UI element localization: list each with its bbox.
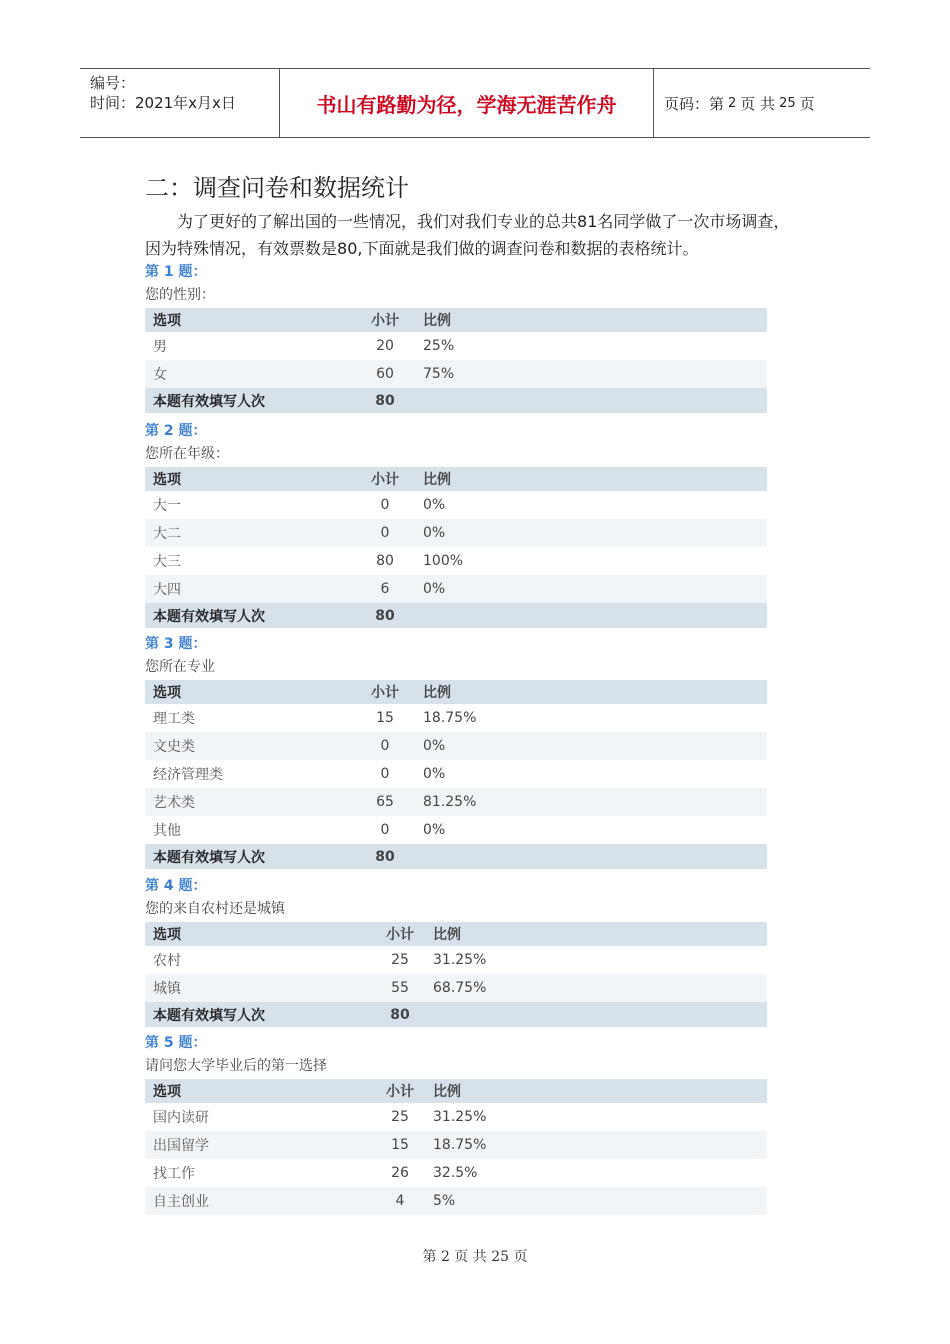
option-cell: 大二	[145, 519, 355, 547]
table-row	[145, 360, 767, 388]
column-header-option: 选项	[145, 467, 355, 491]
question-text: 您所在年级：	[145, 446, 229, 462]
option-cell: 国内读研	[153, 1110, 209, 1126]
ratio-cell: 75%	[415, 360, 767, 388]
total-label: 本题有效填写人次	[145, 1002, 375, 1027]
ratio-cell: 0%	[423, 497, 446, 513]
option-cell: 找工作	[153, 1166, 195, 1182]
results-table	[145, 922, 767, 1027]
total-value: 80	[355, 603, 415, 628]
ratio-cell: 5%	[425, 1187, 767, 1215]
intro-number-2: 80,	[337, 239, 363, 258]
intro-text-2: 名同学做了一次市场调查，因为特殊情况，有效票数是	[145, 212, 790, 258]
column-header-option: 选项	[145, 680, 355, 704]
option-cell: 男	[153, 339, 167, 355]
total-empty	[425, 1002, 767, 1027]
option-cell: 自主创业	[145, 1187, 375, 1215]
table-row	[145, 1159, 767, 1187]
question-block	[145, 1033, 767, 1215]
ratio-cell: 0%	[423, 822, 446, 838]
ratio-cell: 31.25%	[433, 952, 487, 968]
total-value: 80	[355, 388, 415, 413]
ratio-cell: 25%	[423, 338, 455, 354]
ratio-cell: 68.75%	[425, 974, 767, 1002]
number-label: 编号：	[90, 74, 136, 92]
total-value: 80	[355, 844, 415, 869]
option-cell: 出国留学	[145, 1131, 375, 1159]
count-cell: 6	[355, 575, 415, 603]
option-cell: 大四	[145, 575, 355, 603]
table-header-row	[145, 1079, 767, 1103]
page-footer: 第 2 页 共 25 页	[422, 1249, 528, 1265]
option-cell: 其他	[153, 823, 181, 839]
page-suffix: 页	[799, 94, 815, 113]
page-total: 25	[779, 95, 796, 111]
ratio-cell: 32.5%	[433, 1165, 478, 1181]
table-row	[145, 704, 767, 732]
page-prefix: 页码：第	[664, 94, 725, 113]
option-cell: 农村	[153, 953, 181, 969]
table-header-row	[145, 308, 767, 332]
question-label: 第 3 题：	[145, 636, 207, 652]
ratio-cell: 18.75%	[423, 710, 477, 726]
question-text: 请问您大学毕业后的第一选择	[145, 1058, 327, 1074]
total-label: 本题有效填写人次	[145, 388, 355, 413]
page-header	[80, 68, 870, 138]
table-row	[145, 1187, 767, 1215]
count-cell: 20	[376, 338, 394, 354]
column-header-count: 小计	[355, 680, 415, 704]
total-empty	[415, 603, 767, 628]
header-motto: 书山有路勤为径，学海无涯苦作舟	[280, 69, 654, 137]
column-header-ratio: 比例	[415, 308, 767, 332]
table-total-row	[145, 603, 767, 628]
count-cell: 80	[376, 553, 394, 569]
column-header-ratio: 比例	[425, 922, 767, 946]
total-value: 80	[375, 1002, 425, 1027]
question-label: 第 2 题：	[145, 423, 207, 439]
total-label: 本题有效填写人次	[145, 603, 355, 628]
results-table	[145, 1079, 767, 1215]
option-cell: 大一	[153, 498, 181, 514]
table-row	[145, 760, 767, 788]
total-label: 本题有效填写人次	[145, 844, 355, 869]
count-cell: 26	[391, 1165, 409, 1181]
header-page-info	[654, 69, 870, 137]
question-text: 您所在专业	[145, 659, 215, 675]
table-row	[145, 1103, 767, 1131]
page-mid: 页 共	[740, 94, 776, 113]
question-label: 第 4 题：	[145, 878, 207, 894]
results-table	[145, 680, 767, 869]
ratio-cell: 31.25%	[433, 1109, 487, 1125]
ratio-cell: 0%	[415, 732, 767, 760]
results-table	[145, 308, 767, 413]
table-row	[145, 332, 767, 360]
question-block	[145, 421, 767, 628]
table-header-row	[145, 922, 767, 946]
column-header-count: 小计	[375, 922, 425, 946]
intro-number-1: 81	[577, 212, 598, 231]
option-cell: 大三	[153, 554, 181, 570]
table-row	[145, 547, 767, 575]
question-text: 您的性别：	[145, 287, 215, 303]
option-cell: 经济管理类	[153, 767, 223, 783]
ratio-cell: 0%	[415, 575, 767, 603]
column-header-option: 选项	[145, 922, 375, 946]
column-header-option: 选项	[145, 1079, 375, 1103]
table-row	[145, 974, 767, 1002]
count-cell: 60	[355, 360, 415, 388]
table-header-row	[145, 467, 767, 491]
count-cell: 0	[380, 497, 390, 513]
question-label: 第 1 题：	[145, 264, 207, 280]
table-total-row	[145, 844, 767, 869]
table-row	[145, 575, 767, 603]
ratio-cell: 0%	[423, 766, 446, 782]
count-cell: 0	[355, 732, 415, 760]
column-header-count: 小计	[355, 467, 415, 491]
column-header-count: 小计	[355, 308, 415, 332]
ratio-cell: 0%	[415, 519, 767, 547]
table-row	[145, 946, 767, 974]
count-cell: 65	[355, 788, 415, 816]
table-row	[145, 816, 767, 844]
column-header-option: 选项	[145, 308, 355, 332]
ratio-cell: 100%	[423, 553, 464, 569]
results-table	[145, 467, 767, 628]
count-cell: 0	[380, 766, 390, 782]
ratio-cell: 18.75%	[425, 1131, 767, 1159]
count-cell: 4	[375, 1187, 425, 1215]
column-header-ratio: 比例	[415, 680, 767, 704]
section-title: 二：调查问卷和数据统计	[145, 174, 409, 202]
option-cell: 文史类	[145, 732, 355, 760]
total-empty	[415, 844, 767, 869]
question-block	[145, 634, 767, 869]
count-cell: 15	[376, 710, 394, 726]
question-label: 第 5 题：	[145, 1035, 207, 1051]
table-header-row	[145, 680, 767, 704]
header-meta	[80, 69, 280, 137]
question-block	[145, 876, 767, 1027]
intro-text-1: 为了更好的了解出国的一些情况，我们对我们专业的总共	[177, 212, 578, 231]
option-cell: 城镇	[145, 974, 375, 1002]
count-cell: 15	[375, 1131, 425, 1159]
ratio-cell: 81.25%	[415, 788, 767, 816]
column-header-ratio: 比例	[425, 1079, 767, 1103]
option-cell: 理工类	[153, 711, 195, 727]
column-header-count: 小计	[375, 1079, 425, 1103]
table-row	[145, 519, 767, 547]
time-label: 时间：2021年x月x日	[90, 94, 236, 112]
table-row	[145, 1131, 767, 1159]
table-total-row	[145, 1002, 767, 1027]
total-empty	[415, 388, 767, 413]
count-cell: 55	[375, 974, 425, 1002]
question-text: 您的来自农村还是城镇	[145, 901, 285, 917]
table-row	[145, 732, 767, 760]
option-cell: 女	[145, 360, 355, 388]
page-number: 2	[728, 95, 737, 111]
count-cell: 25	[391, 952, 409, 968]
table-row	[145, 788, 767, 816]
question-block	[145, 262, 767, 413]
table-row	[145, 491, 767, 519]
intro-text-3: 下面就是我们做的调查问卷和数据的表格统计。	[362, 239, 699, 258]
column-header-ratio: 比例	[415, 467, 767, 491]
count-cell: 0	[380, 822, 390, 838]
count-cell: 0	[355, 519, 415, 547]
option-cell: 艺术类	[145, 788, 355, 816]
count-cell: 25	[391, 1109, 409, 1125]
intro-paragraph	[145, 208, 805, 262]
table-total-row	[145, 388, 767, 413]
